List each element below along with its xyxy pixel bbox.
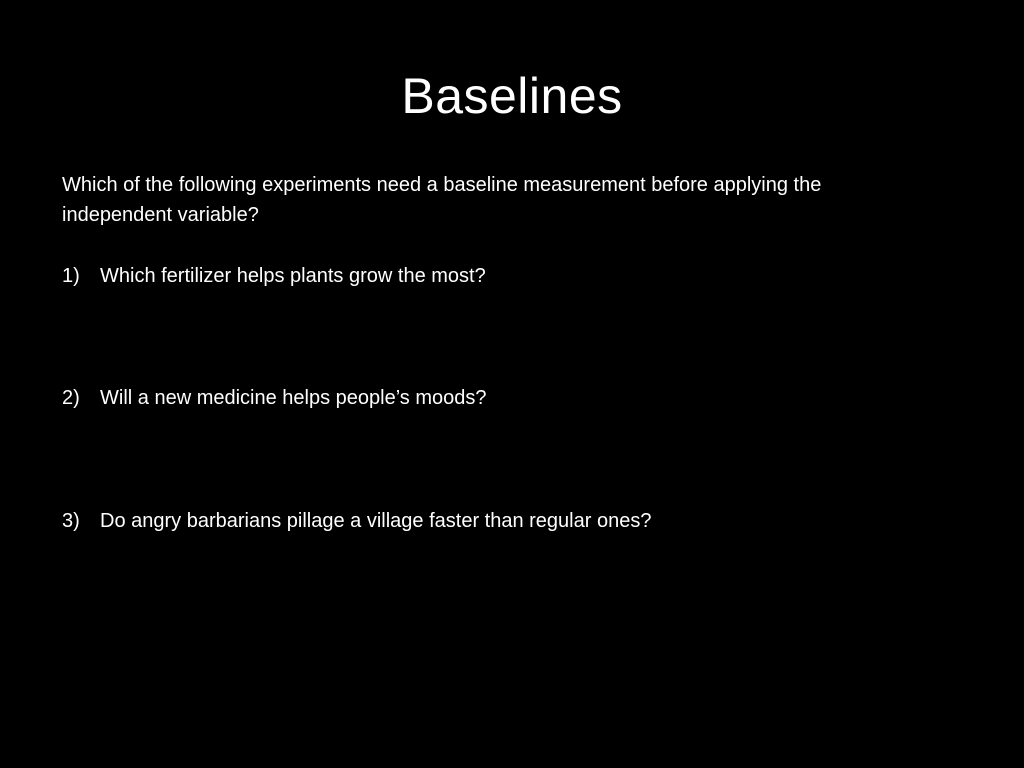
intro-question: Which of the following experiments need a baseline measurement before applying the independent variable?	[62, 174, 822, 226]
list-item-text: Which fertilizer helps plants grow the most?	[100, 265, 486, 287]
list-item	[62, 383, 487, 413]
list-item-number: 2)	[62, 387, 80, 409]
list-item	[62, 261, 486, 291]
list-item-text: Will a new medicine helps people’s moods?	[100, 387, 487, 409]
slide-title: Baselines	[401, 68, 623, 124]
list-item-number: 1)	[62, 265, 80, 287]
list-item-number: 3)	[62, 510, 80, 532]
list-item	[62, 506, 651, 536]
list-item-text: Do angry barbarians pillage a village faster than regular ones?	[100, 510, 652, 532]
